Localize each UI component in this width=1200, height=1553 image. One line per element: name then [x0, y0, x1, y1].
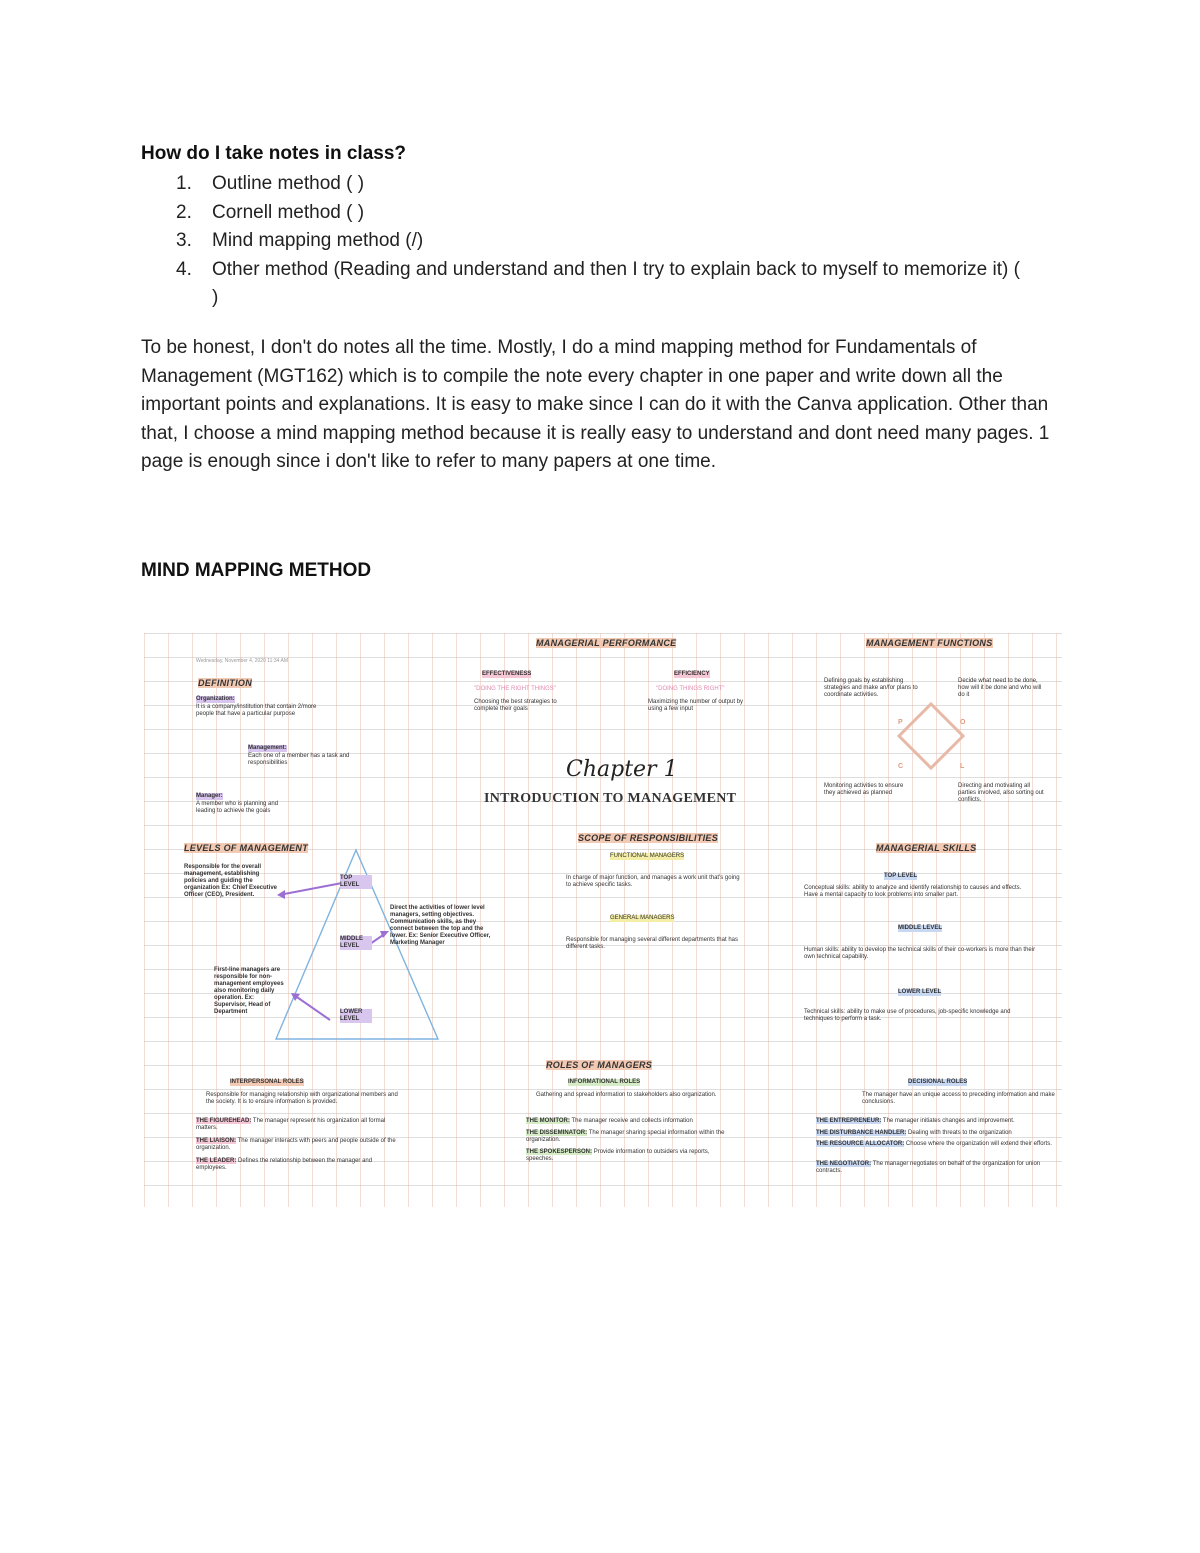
organization-text: It is a company/institution that contain 2/more people that have a particular purpose — [196, 704, 317, 717]
functions-title: MANAGEMENT FUNCTIONS — [866, 638, 993, 648]
interpersonal-item — [196, 1118, 396, 1132]
list-text: Outline method ( ) — [212, 173, 365, 194]
section-title: MIND MAPPING METHOD — [141, 560, 372, 581]
middle-level-label: MIDDLE LEVEL — [340, 936, 372, 950]
informational-title: INFORMATIONAL ROLES — [568, 1079, 641, 1085]
role-label: THE SPOKESPERSON: — [526, 1149, 593, 1155]
role-label: THE RESOURCE ALLOCATOR: — [816, 1141, 905, 1147]
skills-middle-text: Human skills: ability to develop the technical skills of their co-workers is more than their own technical capability. — [804, 947, 1036, 960]
management-text: Each one of a member has a task and responsibilities — [248, 753, 350, 766]
skills-lower-label: LOWER LEVEL — [898, 989, 942, 995]
leading-text: Directing and motivating all parties involved, also sorting out conflicts. — [958, 783, 1044, 803]
organizing-text: Decide what need to be done, how will it be done and who will do it — [958, 678, 1042, 698]
skills-top-label: TOP LEVEL — [884, 873, 918, 879]
role-label: THE DISSEMINATOR: — [526, 1130, 588, 1136]
decisional-text: The manager have an unique access to preceding information and make conclusions. — [862, 1092, 1055, 1105]
methods-list — [141, 170, 1021, 313]
lower-level-label: LOWER LEVEL — [340, 1009, 372, 1023]
skills-middle-label: MIDDLE LEVEL — [898, 925, 943, 931]
function-p: P — [898, 719, 903, 726]
mind-map-image — [144, 633, 1062, 1207]
functional-managers-text: In charge of major function, and manages a work unit that's going to achieve specific tasks. — [566, 875, 740, 888]
informational-item — [526, 1130, 736, 1144]
role-label: THE FIGUREHEAD: — [196, 1118, 252, 1124]
interpersonal-title: INTERPERSONAL ROLES — [230, 1079, 304, 1085]
functions-diamond — [899, 704, 966, 768]
role-text: The manager receive and collects information — [571, 1118, 693, 1124]
scope-title: SCOPE OF RESPONSIBILITIES — [578, 833, 719, 843]
decisional-item — [816, 1161, 1058, 1175]
top-arrow — [279, 883, 342, 895]
lower-level-text: First-line managers are responsible for non-management employees also monitoring daily operation. Ex: Supervisor, Head of Department — [214, 967, 284, 1015]
role-text: The manager interacts with peers and people outside of the organization. — [196, 1138, 396, 1151]
efficiency-label: EFFICIENCY — [674, 671, 710, 677]
manager-text: A member who is planning and leading to achieve the goals — [196, 801, 279, 814]
role-label: THE ENTREPRENEUR: — [816, 1118, 882, 1124]
list-item — [141, 256, 1021, 313]
interpersonal-item — [196, 1138, 396, 1152]
controlling-text: Monitoring activities to ensure they achieved as planned — [824, 783, 904, 796]
informational-item — [526, 1149, 736, 1163]
decisional-title: DECISIONAL ROLES — [908, 1079, 968, 1085]
chapter-script: Chapter 1 — [566, 757, 678, 782]
roles-title: ROLES OF MANAGERS — [546, 1060, 653, 1070]
decisional-item — [816, 1118, 1058, 1125]
list-text: Other method (Reading and understand and then I try to explain back to myself to memorize it) ( ) — [212, 258, 1020, 308]
functional-managers-label: FUNCTIONAL MANAGERS — [610, 853, 685, 859]
list-number: 3. — [176, 230, 192, 251]
interpersonal-text: Responsible for managing relationship with organizational members and the society. It is to ensure information is provided. — [206, 1092, 398, 1105]
function-l: L — [960, 763, 965, 770]
skills-title: MANAGERIAL SKILLS — [876, 843, 977, 853]
management-label: Management: — [248, 745, 287, 751]
list-item — [141, 170, 1021, 199]
interpersonal-item — [196, 1158, 396, 1172]
definition-title: DEFINITION — [198, 678, 252, 688]
organization-label: Organization: — [196, 696, 235, 702]
role-text: The manager initiates changes and improvement. — [882, 1118, 1015, 1124]
general-managers-text: Responsible for managing several different departments that has different tasks. — [566, 937, 738, 950]
role-text: Dealing with threats to the organization — [908, 1130, 1012, 1136]
role-label: THE LEADER: — [196, 1158, 237, 1164]
mind-map-date: Wednesday, November 4, 2020 11:34 AM — [196, 658, 288, 664]
role-text: The manager represent his organization all formal matters. — [196, 1118, 386, 1131]
effectiveness-sub: "DOING THE RIGHT THINGS" — [474, 686, 556, 692]
informational-item — [526, 1118, 736, 1125]
middle-level-text: Direct the activities of lower level managers, setting objectives. Communication skills, as they connect between the top and the lower. Ex: Senior Executive Officer, Marketing Manager — [390, 905, 491, 946]
question-heading: How do I take notes in class? — [141, 143, 407, 164]
list-item — [141, 227, 1021, 256]
lower-arrow — [294, 995, 330, 1020]
chapter-title: INTRODUCTION TO MANAGEMENT — [484, 791, 737, 806]
list-number: 4. — [176, 258, 192, 280]
manager-label: Manager: — [196, 793, 223, 799]
role-text: Defines the relationship between the manager and employees. — [196, 1158, 373, 1171]
decisional-item — [816, 1141, 1058, 1148]
list-item — [141, 199, 1021, 228]
levels-title: LEVELS OF MANAGEMENT — [184, 843, 309, 853]
list-number: 1. — [176, 173, 192, 194]
role-label: THE DISTURBANCE HANDLER: — [816, 1130, 907, 1136]
planning-text: Defining goals by establishing strategies and make an/for plans to coordinate activities. — [824, 678, 918, 698]
role-text: The manager sharing special information within the organization. — [526, 1130, 725, 1143]
effectiveness-text: Choosing the best strategies to complete their goals — [474, 699, 557, 712]
role-label: THE NEGOTIATOR: — [816, 1161, 872, 1167]
body-paragraph: To be honest, I don't do notes all the time. Mostly, I do a mind mapping method for Fundamentals of Management (MGT162) which is to compile the note every chapter in one paper and write down all the important points and explanations. It is easy to make since I can do it with the Canva application. Other than that, I choose a mind mapping method because it is really easy to understand and dont need many pages. 1 page is enough since i don't like to refer to many papers at one time. — [141, 337, 1050, 473]
skills-lower-text: Technical skills: ability to make use of procedures, job-specific knowledge and techniques to perform a task. — [804, 1009, 1011, 1022]
efficiency-text: Maximizing the number of output by using a few input — [648, 699, 744, 712]
function-c: C — [898, 763, 904, 770]
role-text: Choose where the organization will extend their efforts. — [905, 1141, 1052, 1147]
role-label: THE LIAISON: — [196, 1138, 236, 1144]
general-managers-label: GENERAL MANAGERS — [610, 915, 675, 921]
list-text: Mind mapping method (/) — [212, 230, 424, 251]
effectiveness-label: EFFECTIVENESS — [482, 671, 532, 677]
list-number: 2. — [176, 201, 192, 223]
decisional-item — [816, 1130, 1058, 1137]
role-text: Provide information to outsiders via reports, speeches. — [526, 1149, 710, 1162]
role-label: THE MONITOR: — [526, 1118, 570, 1124]
performance-title: MANAGERIAL PERFORMANCE — [536, 638, 677, 648]
top-level-text: Responsible for the overall management, establishing policies and guiding the organization Ex: Chief Executive Officer (CEO), President. — [184, 864, 278, 898]
top-level-label: TOP LEVEL — [340, 875, 372, 889]
skills-top-text: Conceptual skills: ability to analyze and identify relationship to causes and effects. Have a mental capacity to look problems into smaller part. — [804, 885, 1022, 898]
informational-text: Gathering and spread information to stakeholders also organization. — [536, 1092, 717, 1098]
function-o: O — [960, 719, 966, 726]
list-text: Cornell method ( ) — [212, 201, 365, 223]
efficiency-sub: "DOING THINGS RIGHT" — [656, 686, 725, 692]
role-text: The manager negotiates on behalf of the organization for union contracts. — [816, 1161, 1041, 1174]
